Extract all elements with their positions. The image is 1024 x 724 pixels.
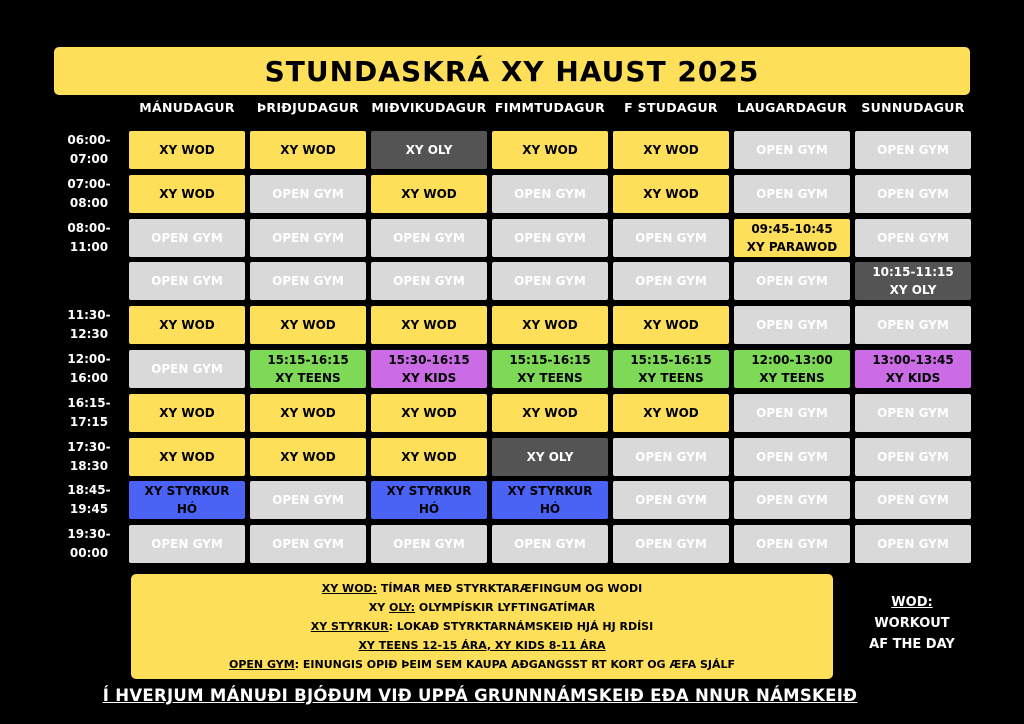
cell-line-1: OPEN GYM	[877, 143, 949, 157]
day-header: ÞRIÐJUDAGUR	[256, 100, 360, 115]
legend-open-term: OPEN GYM	[229, 658, 295, 671]
schedule-cell	[734, 438, 850, 476]
legend-open-desc: : EINUNGIS OPIÐ ÞEIM SEM KAUPA AÐGANGSST RT KORT OG ÆFA SJÁLF	[294, 658, 735, 671]
time-start: 06:00-	[67, 133, 111, 147]
cell-line-2: XY OLY	[889, 283, 937, 297]
footer-note: Í HVERJUM MÁNUÐI BJÓÐUM VIÐ UPPÁ GRUNNNÁMSKEIÐ EÐA NNUR NÁMSKEIÐ	[102, 686, 858, 705]
time-label	[60, 350, 118, 388]
schedule-cell	[129, 438, 245, 476]
cell-line-1: XY WOD	[159, 187, 215, 201]
cell-line-1: OPEN GYM	[635, 493, 707, 507]
legend-line-styrkur	[311, 617, 653, 636]
time-start: 08:00-	[67, 221, 111, 235]
time-label	[60, 481, 118, 519]
cell-line-1: 15:15-16:15	[267, 353, 349, 367]
time-start: 07:00-	[67, 177, 111, 191]
day-header: FIMMTUDAGUR	[494, 100, 606, 115]
cell-line-1: OPEN GYM	[151, 362, 223, 376]
schedule-cell	[855, 350, 971, 388]
cell-line-1: OPEN GYM	[635, 537, 707, 551]
schedule-cell	[250, 481, 366, 519]
cell-line-1: OPEN GYM	[393, 537, 465, 551]
time-start: 11:30-	[67, 308, 111, 322]
schedule-cell	[492, 262, 608, 300]
cell-line-1: OPEN GYM	[756, 187, 828, 201]
schedule-cell	[250, 131, 366, 169]
time-start: 12:00-	[67, 352, 111, 366]
time-end: 00:00	[69, 546, 109, 560]
time-label	[60, 394, 118, 432]
time-end: 19:45	[69, 502, 109, 516]
schedule-cell	[371, 438, 487, 476]
schedule-cell	[734, 262, 850, 300]
legend-line-open-gym	[229, 655, 735, 674]
schedule-cell	[492, 175, 608, 213]
cell-line-1: OPEN GYM	[514, 231, 586, 245]
cell-line-1: OPEN GYM	[877, 450, 949, 464]
schedule-cell	[371, 262, 487, 300]
cell-line-1: XY WOD	[401, 450, 457, 464]
time-end: 08:00	[69, 196, 109, 210]
time-label	[60, 175, 118, 213]
schedule-cell	[250, 262, 366, 300]
schedule-cell	[129, 131, 245, 169]
cell-line-1: XY WOD	[159, 318, 215, 332]
schedule-cell	[734, 131, 850, 169]
cell-line-1: OPEN GYM	[272, 187, 344, 201]
schedule-cell	[371, 350, 487, 388]
legend-oly-desc: OLYMPÍSKIR LYFTINGATÍMAR	[415, 601, 596, 614]
cell-line-1: 15:30-16:15	[388, 353, 470, 367]
schedule-cell	[371, 394, 487, 432]
cell-line-1: XY WOD	[159, 406, 215, 420]
time-label	[60, 438, 118, 476]
legend-wod-desc: TÍMAR MEÐ STYRKTARÆFINGUM OG WODI	[377, 582, 643, 595]
schedule-cell	[371, 525, 487, 563]
cell-line-1: OPEN GYM	[756, 406, 828, 420]
schedule-cell	[371, 219, 487, 257]
legend-styrkur-desc: : LOKAÐ STYRKTARNÁMSKEIÐ HJÁ HJ RDÍSI	[388, 620, 654, 633]
schedule-cell	[734, 306, 850, 344]
schedule-cell	[613, 394, 729, 432]
cell-line-1: XY WOD	[159, 143, 215, 157]
cell-line-2: XY TEENS	[759, 371, 825, 385]
cell-line-1: OPEN GYM	[272, 231, 344, 245]
time-label	[60, 219, 118, 257]
cell-line-1: 09:45-10:45	[751, 222, 833, 236]
schedule-cell	[613, 350, 729, 388]
cell-line-1: 13:00-13:45	[872, 353, 954, 367]
cell-line-1: XY STYRKUR	[507, 484, 593, 498]
day-header: MÁNUDAGUR	[139, 100, 235, 115]
cell-line-1: OPEN GYM	[635, 450, 707, 464]
cell-line-1: XY WOD	[280, 143, 336, 157]
schedule-cell	[492, 306, 608, 344]
schedule-cell	[492, 350, 608, 388]
schedule-cell	[734, 525, 850, 563]
schedule-cell	[613, 525, 729, 563]
day-header: LAUGARDAGUR	[736, 100, 848, 115]
cell-line-1: OPEN GYM	[393, 231, 465, 245]
schedule-cell	[129, 262, 245, 300]
time-end: 07:00	[69, 152, 109, 166]
cell-line-1: OPEN GYM	[756, 318, 828, 332]
time-end: 12:30	[69, 327, 109, 341]
schedule-cell	[613, 481, 729, 519]
cell-line-1: OPEN GYM	[272, 274, 344, 288]
cell-line-1: OPEN GYM	[756, 537, 828, 551]
cell-line-1: XY OLY	[405, 143, 453, 157]
cell-line-1: XY WOD	[280, 406, 336, 420]
cell-line-1: OPEN GYM	[151, 274, 223, 288]
schedule-cell	[855, 306, 971, 344]
schedule-cell	[613, 306, 729, 344]
cell-line-2: XY KIDS	[885, 371, 941, 385]
schedule-cell	[129, 394, 245, 432]
schedule-cell	[250, 525, 366, 563]
schedule-cell	[855, 175, 971, 213]
time-label	[60, 306, 118, 344]
cell-line-1: XY WOD	[280, 318, 336, 332]
legend-teens-kids: XY TEENS 12-15 ÁRA, XY KIDS 8-11 ÁRA	[358, 639, 606, 652]
schedule-cell	[734, 394, 850, 432]
time-end: 17:15	[69, 415, 109, 429]
schedule-cell	[613, 438, 729, 476]
cell-line-1: OPEN GYM	[393, 274, 465, 288]
schedule-cell	[492, 219, 608, 257]
cell-line-1: 10:15-11:15	[872, 265, 954, 279]
schedule-cell	[492, 394, 608, 432]
cell-line-2: XY PARAWOD	[746, 240, 838, 254]
schedule-cell	[129, 306, 245, 344]
cell-line-2: XY TEENS	[517, 371, 583, 385]
cell-line-1: XY WOD	[643, 143, 699, 157]
time-label	[60, 131, 118, 169]
cell-line-1: OPEN GYM	[877, 406, 949, 420]
cell-line-1: OPEN GYM	[514, 274, 586, 288]
title-bar	[54, 47, 970, 95]
cell-line-1: OPEN GYM	[514, 537, 586, 551]
cell-line-1: XY STYRKUR	[144, 484, 230, 498]
cell-line-1: OPEN GYM	[877, 187, 949, 201]
schedule-cell	[855, 131, 971, 169]
cell-line-1: XY OLY	[526, 450, 574, 464]
page-title: STUNDASKRÁ XY HAUST 2025	[264, 54, 760, 88]
schedule-cell	[492, 438, 608, 476]
cell-line-1: OPEN GYM	[151, 231, 223, 245]
cell-line-1: XY WOD	[522, 406, 578, 420]
cell-line-1: 15:15-16:15	[509, 353, 591, 367]
time-start: 17:30-	[67, 440, 111, 454]
cell-line-1: OPEN GYM	[272, 493, 344, 507]
day-header: MIÐVIKUDAGUR	[371, 100, 487, 115]
schedule-cell	[734, 481, 850, 519]
cell-line-1: OPEN GYM	[635, 274, 707, 288]
schedule-cell	[371, 481, 487, 519]
cell-line-1: 12:00-13:00	[751, 353, 833, 367]
cell-line-1: XY WOD	[522, 143, 578, 157]
schedule-cell	[613, 219, 729, 257]
cell-line-1: XY STYRKUR	[386, 484, 472, 498]
schedule-cell	[371, 131, 487, 169]
schedule-cell	[734, 175, 850, 213]
legend-box	[131, 574, 833, 679]
cell-line-1: OPEN GYM	[514, 187, 586, 201]
schedule-cell	[855, 525, 971, 563]
legend-wod-term: XY WOD:	[321, 582, 378, 595]
cell-line-1: OPEN GYM	[877, 318, 949, 332]
schedule-cell	[250, 394, 366, 432]
schedule-cell	[129, 350, 245, 388]
time-end: 11:00	[69, 240, 109, 254]
cell-line-1: OPEN GYM	[756, 274, 828, 288]
time-start: 16:15-	[67, 396, 111, 410]
cell-line-1: XY WOD	[522, 318, 578, 332]
schedule-cell	[734, 350, 850, 388]
cell-line-1: XY WOD	[401, 406, 457, 420]
cell-line-2: XY TEENS	[638, 371, 704, 385]
day-header: F STUDAGUR	[624, 100, 718, 115]
cell-line-1: OPEN GYM	[272, 537, 344, 551]
legend-styrkur-term: XY STYRKUR	[310, 620, 389, 633]
day-header: SUNNUDAGUR	[861, 100, 965, 115]
cell-line-1: 15:15-16:15	[630, 353, 712, 367]
legend-line-ages	[358, 636, 605, 655]
schedule-cell	[613, 262, 729, 300]
cell-line-1: XY WOD	[401, 318, 457, 332]
schedule-cell	[492, 481, 608, 519]
schedule-cell	[492, 525, 608, 563]
cell-line-1: OPEN GYM	[877, 493, 949, 507]
cell-line-2: HÓ	[176, 502, 198, 516]
schedule-cell	[250, 306, 366, 344]
schedule-cell	[129, 481, 245, 519]
legend-line-oly	[369, 598, 596, 617]
cell-line-1: XY WOD	[643, 406, 699, 420]
schedule-cell	[492, 131, 608, 169]
cell-line-1: XY WOD	[159, 450, 215, 464]
schedule-cell	[734, 219, 850, 257]
time-end: 16:00	[69, 371, 109, 385]
schedule-cell	[855, 438, 971, 476]
cell-line-2: HÓ	[418, 502, 440, 516]
schedule-cell	[250, 438, 366, 476]
cell-line-1: OPEN GYM	[756, 450, 828, 464]
legend-oly-prefix: XY	[368, 601, 390, 614]
cell-line-1: XY WOD	[643, 187, 699, 201]
schedule-cell	[250, 350, 366, 388]
schedule-cell	[613, 175, 729, 213]
cell-line-1: OPEN GYM	[151, 537, 223, 551]
cell-line-1: XY WOD	[643, 318, 699, 332]
schedule-cell	[371, 175, 487, 213]
cell-line-1: OPEN GYM	[756, 143, 828, 157]
cell-line-2: HÓ	[539, 502, 561, 516]
time-start: 18:45-	[67, 483, 111, 497]
schedule-cell	[855, 481, 971, 519]
time-start: 19:30-	[67, 527, 111, 541]
cell-line-1: OPEN GYM	[877, 231, 949, 245]
schedule-cell	[250, 175, 366, 213]
time-label	[60, 525, 118, 563]
cell-line-1: OPEN GYM	[877, 537, 949, 551]
cell-line-1: XY WOD	[280, 450, 336, 464]
schedule-cell	[129, 525, 245, 563]
wod-note	[852, 592, 972, 655]
cell-line-1: OPEN GYM	[635, 231, 707, 245]
schedule-cell	[129, 175, 245, 213]
schedule-cell	[855, 219, 971, 257]
time-end: 18:30	[69, 459, 109, 473]
cell-line-2: XY KIDS	[401, 371, 457, 385]
wod-note-line1: WORKOUT	[874, 616, 950, 631]
wod-note-term: WOD:	[891, 595, 933, 610]
cell-line-1: OPEN GYM	[756, 493, 828, 507]
cell-line-2: XY TEENS	[275, 371, 341, 385]
legend-oly-term: OLY:	[389, 601, 416, 614]
schedule-cell	[613, 131, 729, 169]
schedule-cell	[250, 219, 366, 257]
wod-note-line2: AF THE DAY	[869, 637, 955, 652]
cell-line-1: XY WOD	[401, 187, 457, 201]
schedule-cell	[855, 262, 971, 300]
schedule-cell	[129, 219, 245, 257]
schedule-cell	[371, 306, 487, 344]
schedule-cell	[855, 394, 971, 432]
legend-line-wod	[322, 579, 642, 598]
